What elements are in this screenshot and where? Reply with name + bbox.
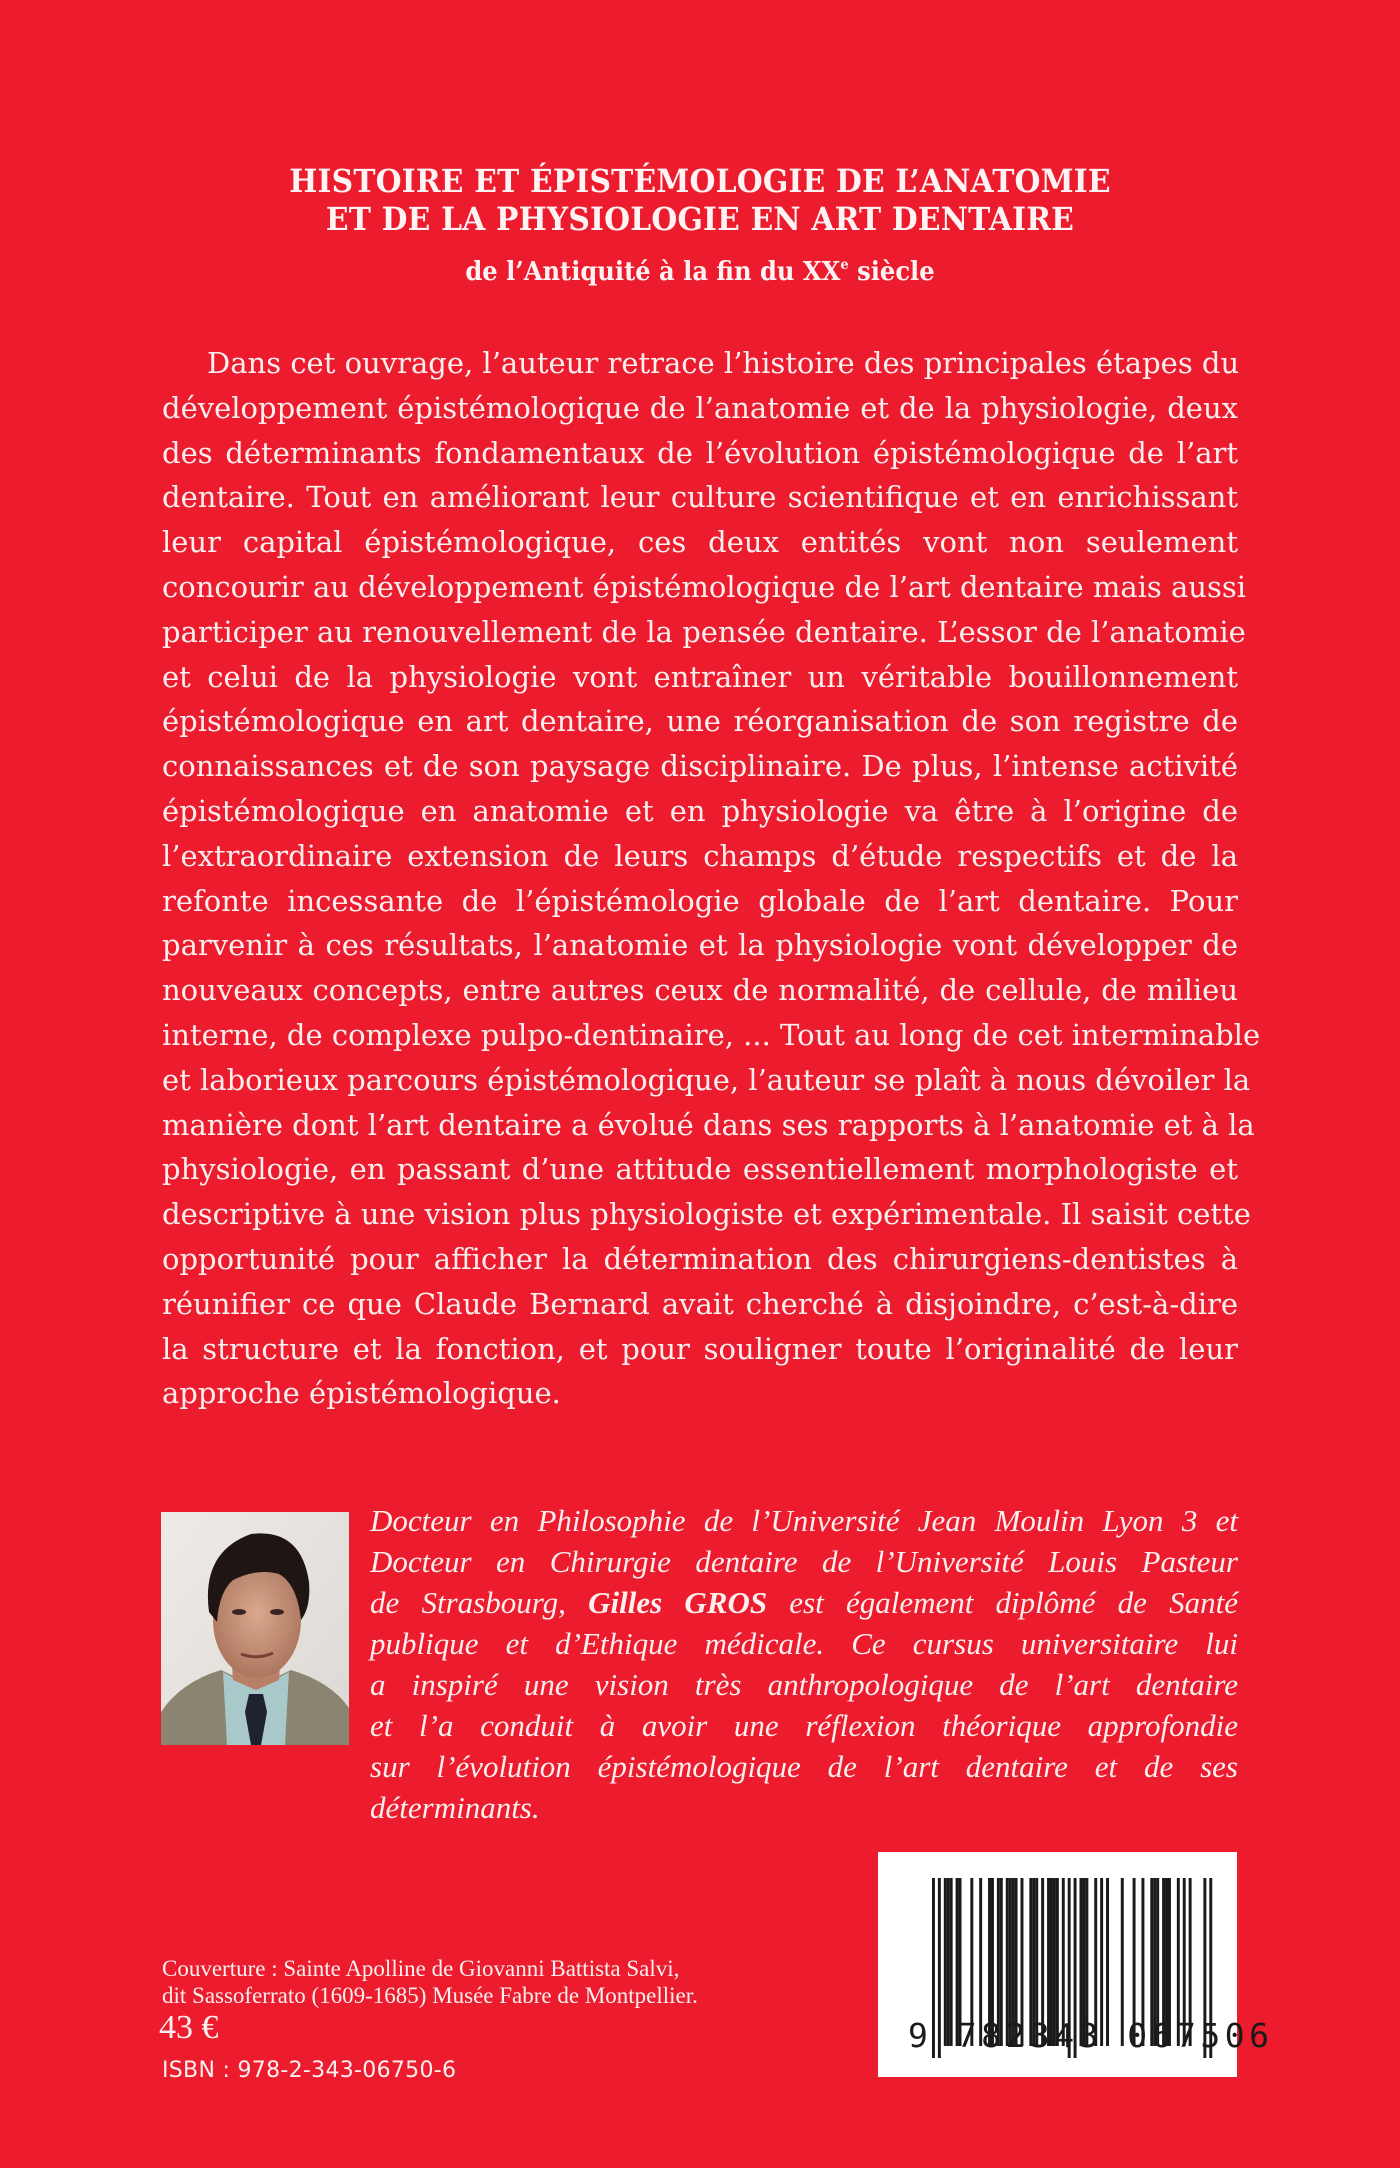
summary-line: descriptive à une vision plus physiologiste et expérimentale. Il saisit cette (162, 1197, 1251, 1232)
bio-text: et l’a conduit à avoir une réflexion théorique approfondie (370, 1708, 1238, 1743)
book-subtitle (198, 248, 1202, 289)
summary-line: interne, de complexe pulpo-dentinaire, ... Tout au long de cet interminable (162, 1017, 1261, 1052)
bio-text: a inspiré une vision très anthropologique de l’art dentaire (370, 1667, 1238, 1702)
summary-line: et celui de la physiologie vont entraîner un véritable bouillonnement (162, 659, 1238, 694)
summary-line: concourir au développement épistémologique de l’art dentaire mais aussi (162, 569, 1247, 604)
subtitle-superscript: e (840, 257, 849, 273)
isbn-barcode (878, 1852, 1274, 2077)
bio-line (370, 1787, 1238, 1828)
summary-line: épistémologique en anatomie et en physiologie va être à l’origine de (162, 793, 1238, 828)
summary-line: réunifier ce que Claude Bernard avait cherché à disjoindre, c’est-à-dire (162, 1286, 1238, 1321)
bio-line (370, 1664, 1238, 1705)
bio-text: de Strasbourg, (370, 1585, 589, 1620)
subtitle-text: de l’Antiquité à la fin du XX (465, 257, 841, 287)
summary-line: participer au renouvellement de la pensée dentaire. L’essor de l’anatomie (162, 614, 1246, 649)
book-title-line-2: ET DE LA PHYSIOLOGIE EN ART DENTAIRE (325, 200, 1075, 238)
summary-line: dentaire. Tout en améliorant leur culture scientifique et en enrichissant (162, 480, 1238, 515)
bio-line (370, 1623, 1238, 1664)
author-photo (161, 1512, 349, 1745)
author-name: Gilles GROS (588, 1585, 768, 1620)
summary-line: développement épistémologique de l’anatomie et de la physiologie, deux (162, 390, 1238, 425)
summary-line: la structure et la fonction, et pour souligner toute l’originalité de leur (162, 1331, 1238, 1366)
summary-paragraph (162, 341, 1261, 1416)
summary-line: parvenir à ces résultats, l’anatomie et la physiologie vont développer de (162, 928, 1238, 963)
bio-text: déterminants. (370, 1790, 540, 1825)
subtitle-text-end: siècle (848, 257, 935, 287)
summary-line: leur capital épistémologique, ces deux entités vont non seulement (162, 525, 1238, 560)
cover-credit (162, 1955, 698, 2009)
bio-text: est également diplômé de Santé (767, 1585, 1238, 1620)
summary-line: physiologie, en passant d’une attitude essentiellement morphologiste et (162, 1152, 1238, 1187)
book-title-block (160, 162, 1240, 289)
summary-line: des déterminants fondamentaux de l’évolution épistémologique de l’art (162, 435, 1238, 470)
bio-text: Docteur en Chirurgie dentaire de l’Université Louis Pasteur (370, 1544, 1238, 1579)
bio-line (370, 1746, 1238, 1787)
bio-line (370, 1500, 1238, 1541)
summary-line: connaissances et de son paysage disciplinaire. De plus, l’intense activité (162, 749, 1238, 784)
cover-credit-line-1: Couverture : Sainte Apolline de Giovanni Battista Salvi, (162, 1956, 680, 1981)
bio-text: sur l’évolution épistémologique de l’art dentaire et de ses (370, 1749, 1238, 1784)
summary-line: l’extraordinaire extension de leurs champs d’étude respectifs et de la (162, 838, 1238, 873)
bio-text: publique et d’Ethique médicale. Ce cursus universitaire lui (370, 1626, 1238, 1661)
price: 43 € (159, 2009, 219, 2046)
book-title-line-1: HISTOIRE ET ÉPISTÉMOLOGIE DE L’ANATOMIE (289, 162, 1111, 200)
author-bio (370, 1500, 1238, 1828)
author-portrait-icon (161, 1512, 349, 1745)
bio-line (370, 1541, 1238, 1582)
cover-credit-line-2: dit Sassoferrato (1609-1685) Musée Fabre de Montpellier. (162, 1983, 698, 2008)
bio-line (370, 1705, 1238, 1746)
bio-line (370, 1582, 1238, 1623)
summary-line: opportunité pour afficher la détermination des chirurgiens-dentistes à (162, 1241, 1238, 1276)
summary-line: et laborieux parcours épistémologique, l’auteur se plaît à nous dévoiler la (162, 1062, 1251, 1097)
bio-text: Docteur en Philosophie de l’Université Jean Moulin Lyon 3 et (370, 1503, 1238, 1538)
summary-line: manière dont l’art dentaire a évolué dans ses rapports à l’anatomie et à la (162, 1107, 1255, 1142)
barcode-digits: 9 782343 067506 (908, 2016, 1274, 2055)
summary-line: épistémologique en art dentaire, une réorganisation de son registre de (162, 704, 1238, 739)
summary-line: approche épistémologique. (162, 1376, 561, 1411)
isbn: ISBN : 978-2-343-06750-6 (162, 2058, 457, 2083)
summary-line: Dans cet ouvrage, l’auteur retrace l’histoire des principales étapes du (207, 346, 1240, 380)
summary-line: refonte incessante de l’épistémologie globale de l’art dentaire. Pour (162, 883, 1238, 918)
summary-line: nouveaux concepts, entre autres ceux de normalité, de cellule, de milieu (162, 973, 1238, 1008)
